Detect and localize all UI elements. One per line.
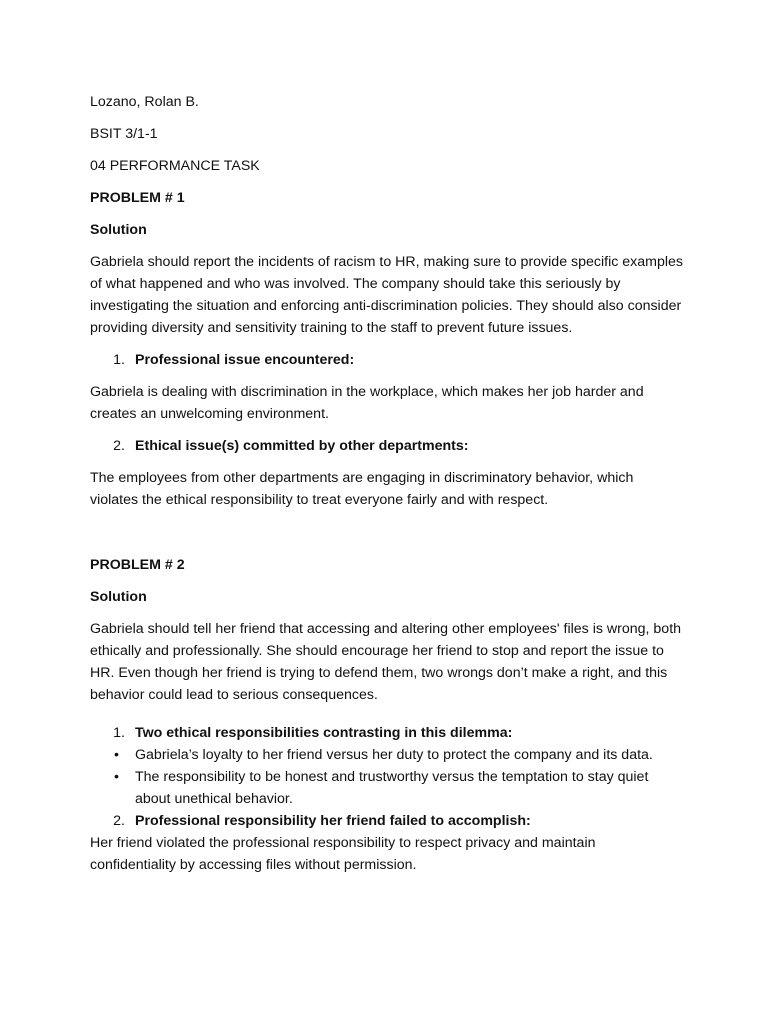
list-heading: Professional responsibility her friend failed to accomplish: xyxy=(135,813,531,829)
problem-1-title: PROBLEM # 1 xyxy=(90,190,185,206)
bullet-symbol: • xyxy=(114,769,119,785)
problem-2-solution-text: Gabriela should tell her friend that accessing and altering other employees' files is wrong, both ethically and professionally. She should encourage her friend to stop and report the issue to HR. Even though her friend is trying to defend them, two wrongs don’t make a right, and this behavior could lead to serious consequences. xyxy=(90,621,682,703)
problem-1-item-1-text: Gabriela is dealing with discrimination in the workplace, which makes her job harder and creates an unwelcoming environment. xyxy=(90,384,644,422)
bullet-symbol: • xyxy=(114,747,119,763)
bullet-text: Gabriela’s loyalty to her friend versus her duty to protect the company and its data. xyxy=(135,747,653,763)
list-number: 2. xyxy=(113,813,125,829)
problem-2-solution-heading: Solution xyxy=(90,589,147,605)
list-heading: Ethical issue(s) committed by other departments: xyxy=(135,438,469,454)
task-title: 04 PERFORMANCE TASK xyxy=(90,158,260,174)
list-number: 2. xyxy=(113,438,125,454)
problem-2-item-1 xyxy=(90,722,685,744)
student-section: BSIT 3/1-1 xyxy=(90,126,158,142)
bullet-item xyxy=(90,766,685,810)
student-name: Lozano, Rolan B. xyxy=(90,94,199,110)
list-heading: Professional issue encountered: xyxy=(135,352,355,368)
problem-2-item-2-text: Her friend violated the professional responsibility to respect privacy and maintain confidentiality by accessing files without permission. xyxy=(90,835,596,873)
bullet-text: The responsibility to be honest and trustworthy versus the temptation to stay quiet about unethical behavior. xyxy=(135,769,649,807)
problem-2-item-2 xyxy=(90,810,685,832)
problem-1-item-2-text: The employees from other departments are engaging in discriminatory behavior, which violates the ethical responsibility to treat everyone fairly and with respect. xyxy=(90,470,634,508)
problem-2-title: PROBLEM # 2 xyxy=(90,557,185,573)
list-number: 1. xyxy=(113,352,125,368)
problem-1-solution-text: Gabriela should report the incidents of racism to HR, making sure to provide specific examples of what happened and who was involved. The company should take this seriously by investigating the situation and enforcing anti-discrimination policies. They should also consider providing diversity and sensitivity training to the staff to prevent future issues. xyxy=(90,254,683,336)
section-spacer xyxy=(90,521,685,554)
problem-1-solution-heading: Solution xyxy=(90,222,147,238)
problem-1-item-1 xyxy=(90,349,685,371)
bullet-item xyxy=(90,744,685,766)
list-number: 1. xyxy=(113,725,125,741)
problem-1-item-2 xyxy=(90,435,685,457)
document-page xyxy=(90,91,685,886)
list-heading: Two ethical responsibilities contrasting in this dilemma: xyxy=(135,725,513,741)
